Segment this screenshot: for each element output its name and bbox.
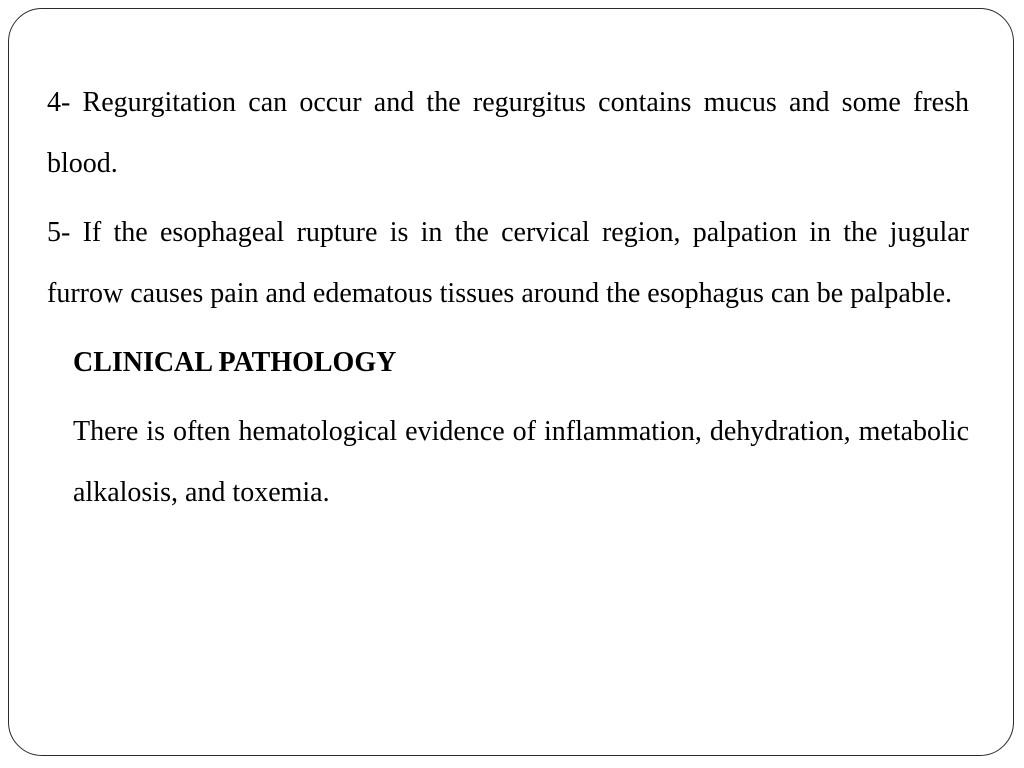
paragraph-regurgitation: 4- Regurgitation can occur and the regurgitus contains mucus and some fresh blood. xyxy=(47,87,969,179)
slide-content xyxy=(47,72,969,531)
section-heading: CLINICAL PATHOLOGY xyxy=(73,347,397,378)
clinical-pathology-section xyxy=(73,332,969,523)
section-body: There is often hematological evidence of inflammation, dehydration, metabolic alkalosis, and toxemia. xyxy=(73,416,969,508)
paragraph-cervical-rupture: 5- If the esophageal rupture is in the cervical region, palpation in the jugular furrow causes pain and edematous tissues around the esophagus can be palpable. xyxy=(47,217,969,309)
